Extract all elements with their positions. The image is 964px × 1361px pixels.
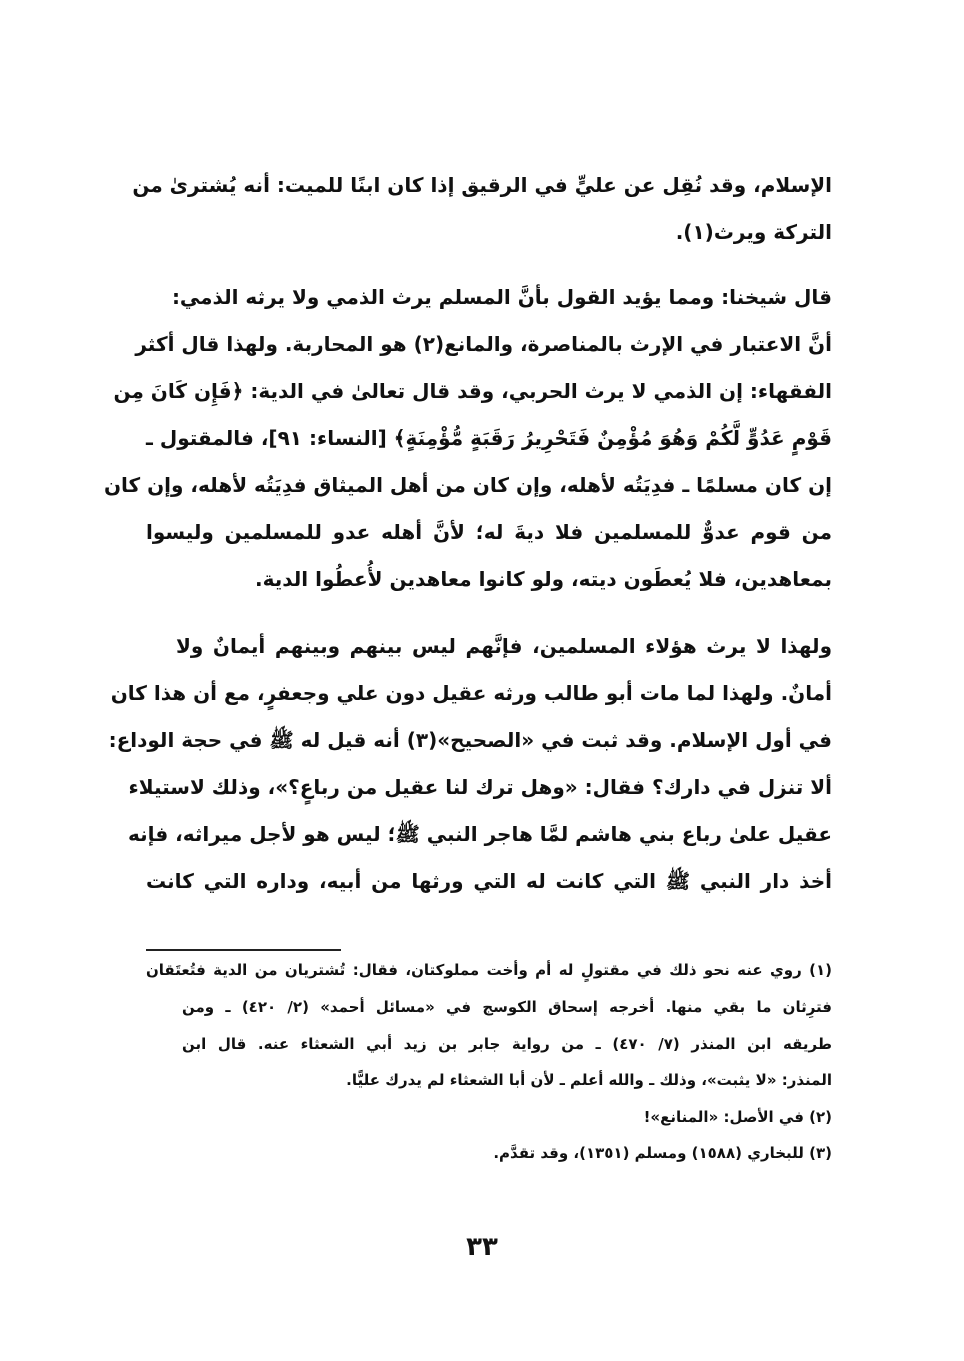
footnote-3: (٣) للبخاري (١٥٨٨) ومسلم (١٣٥١)، وقد تقدَّم. <box>493 1144 832 1162</box>
text-line: إن كان مسلمًا ـ فدِيَتُه لأهله، وإن كان من أهل الميثاق فدِيَتُه لأهله، وإن كان <box>103 473 832 497</box>
text-line: أنَّ الاعتبار في الإرث بالمناصرة، والمانع(٢) هو المحاربة. ولهذا قال أكثر <box>135 332 832 356</box>
footnote-1-cont: المنذر: «لا يثبت»، وذلك ـ والله أعلم ـ لأن أبا الشعثاء لم يدرك عليًّا. <box>346 1071 832 1089</box>
footnote-1-cont: فترِثان ما بقي منها. أخرجه إسحاق الكوسج في «مسائل أحمد» (٢/ ٤٢٠) ـ ومن <box>182 998 832 1016</box>
text-line: في أول الإسلام. وقد ثبت في «الصحيح»(٣) أنه قيل له ﷺ في حجة الوداع: <box>108 728 832 752</box>
text-line: من قوم عدوٌّ للمسلمين فلا ديةَ له؛ لأنَّ أهله عدو للمسلمين وليسوا <box>146 520 832 544</box>
text-line: بمعاهدين، فلا يُعطَون ديته، ولو كانوا معاهدين لأُعطُوا الدية. <box>254 567 832 591</box>
text-line: عقيل علىٰ رباع بني هاشم لمَّا هاجر النبي ﷺ؛ ليس هو لأجل ميراثه، فإنه <box>127 822 832 846</box>
quran-verse-line: قَوْمٍ عَدُوٍّ لَّكُمْ وَهُوَ مُؤْمِنٌ فَتَحْرِيرُ رَقَبَةٍ مُّؤْمِنَةٍ﴾ [النساء: ٩١]، فالمقتول ـ <box>146 426 833 450</box>
footnote-2: (٢) في الأصل: «المنانع»! <box>643 1108 832 1126</box>
text-line: التركة ويرث(١). <box>675 220 832 244</box>
page-number: ٣٣ <box>466 1232 498 1262</box>
text-line: الفقهاء: إن الذمي لا يرث الحربي، وقد قال تعالىٰ في الدية: ﴿فَإِن كَانَ مِن <box>113 379 832 403</box>
footnote-1: (١) روي عنه نحو ذلك في مقتولٍ له أم وأخت مملوكتان، فقال: تُشتريان من الدية فتُعتَقان <box>146 961 832 979</box>
text-line: قال شيخنا: ومما يؤيد القول بأنَّ المسلم يرث الذمي ولا يرثه الذمي: <box>171 285 832 309</box>
footnote-separator <box>146 949 341 951</box>
text-line: الإسلام، وقد نُقِل عن عليٍّ في الرقيق إذا كان ابنًا للميت: أنه يُشترىٰ من <box>132 173 832 197</box>
text-line: ولهذا لا يرث هؤلاء المسلمين، فإنَّهم ليس بينهم وبينهم أيمانٌ ولا <box>176 634 832 658</box>
text-line: أمانٌ. ولهذا لما مات أبو طالب ورثه عقيل دون علي وجعفرٍ، مع أن هذا كان <box>110 681 832 705</box>
footnote-1-cont: طريقه ابن المنذر (٧/ ٤٧٠) ـ من رواية جابر بن زيد أبي الشعثاء عنه. قال ابن <box>182 1035 832 1053</box>
text-line: ألا تنزل في دارك؟ فقال: «وهل ترك لنا عقيل من رباعٍ؟»، وذلك لاستيلاء <box>128 775 832 799</box>
text-line: أخذ دار النبي ﷺ التي كانت له التي ورثها من أبيه، وداره التي كانت <box>146 869 832 893</box>
